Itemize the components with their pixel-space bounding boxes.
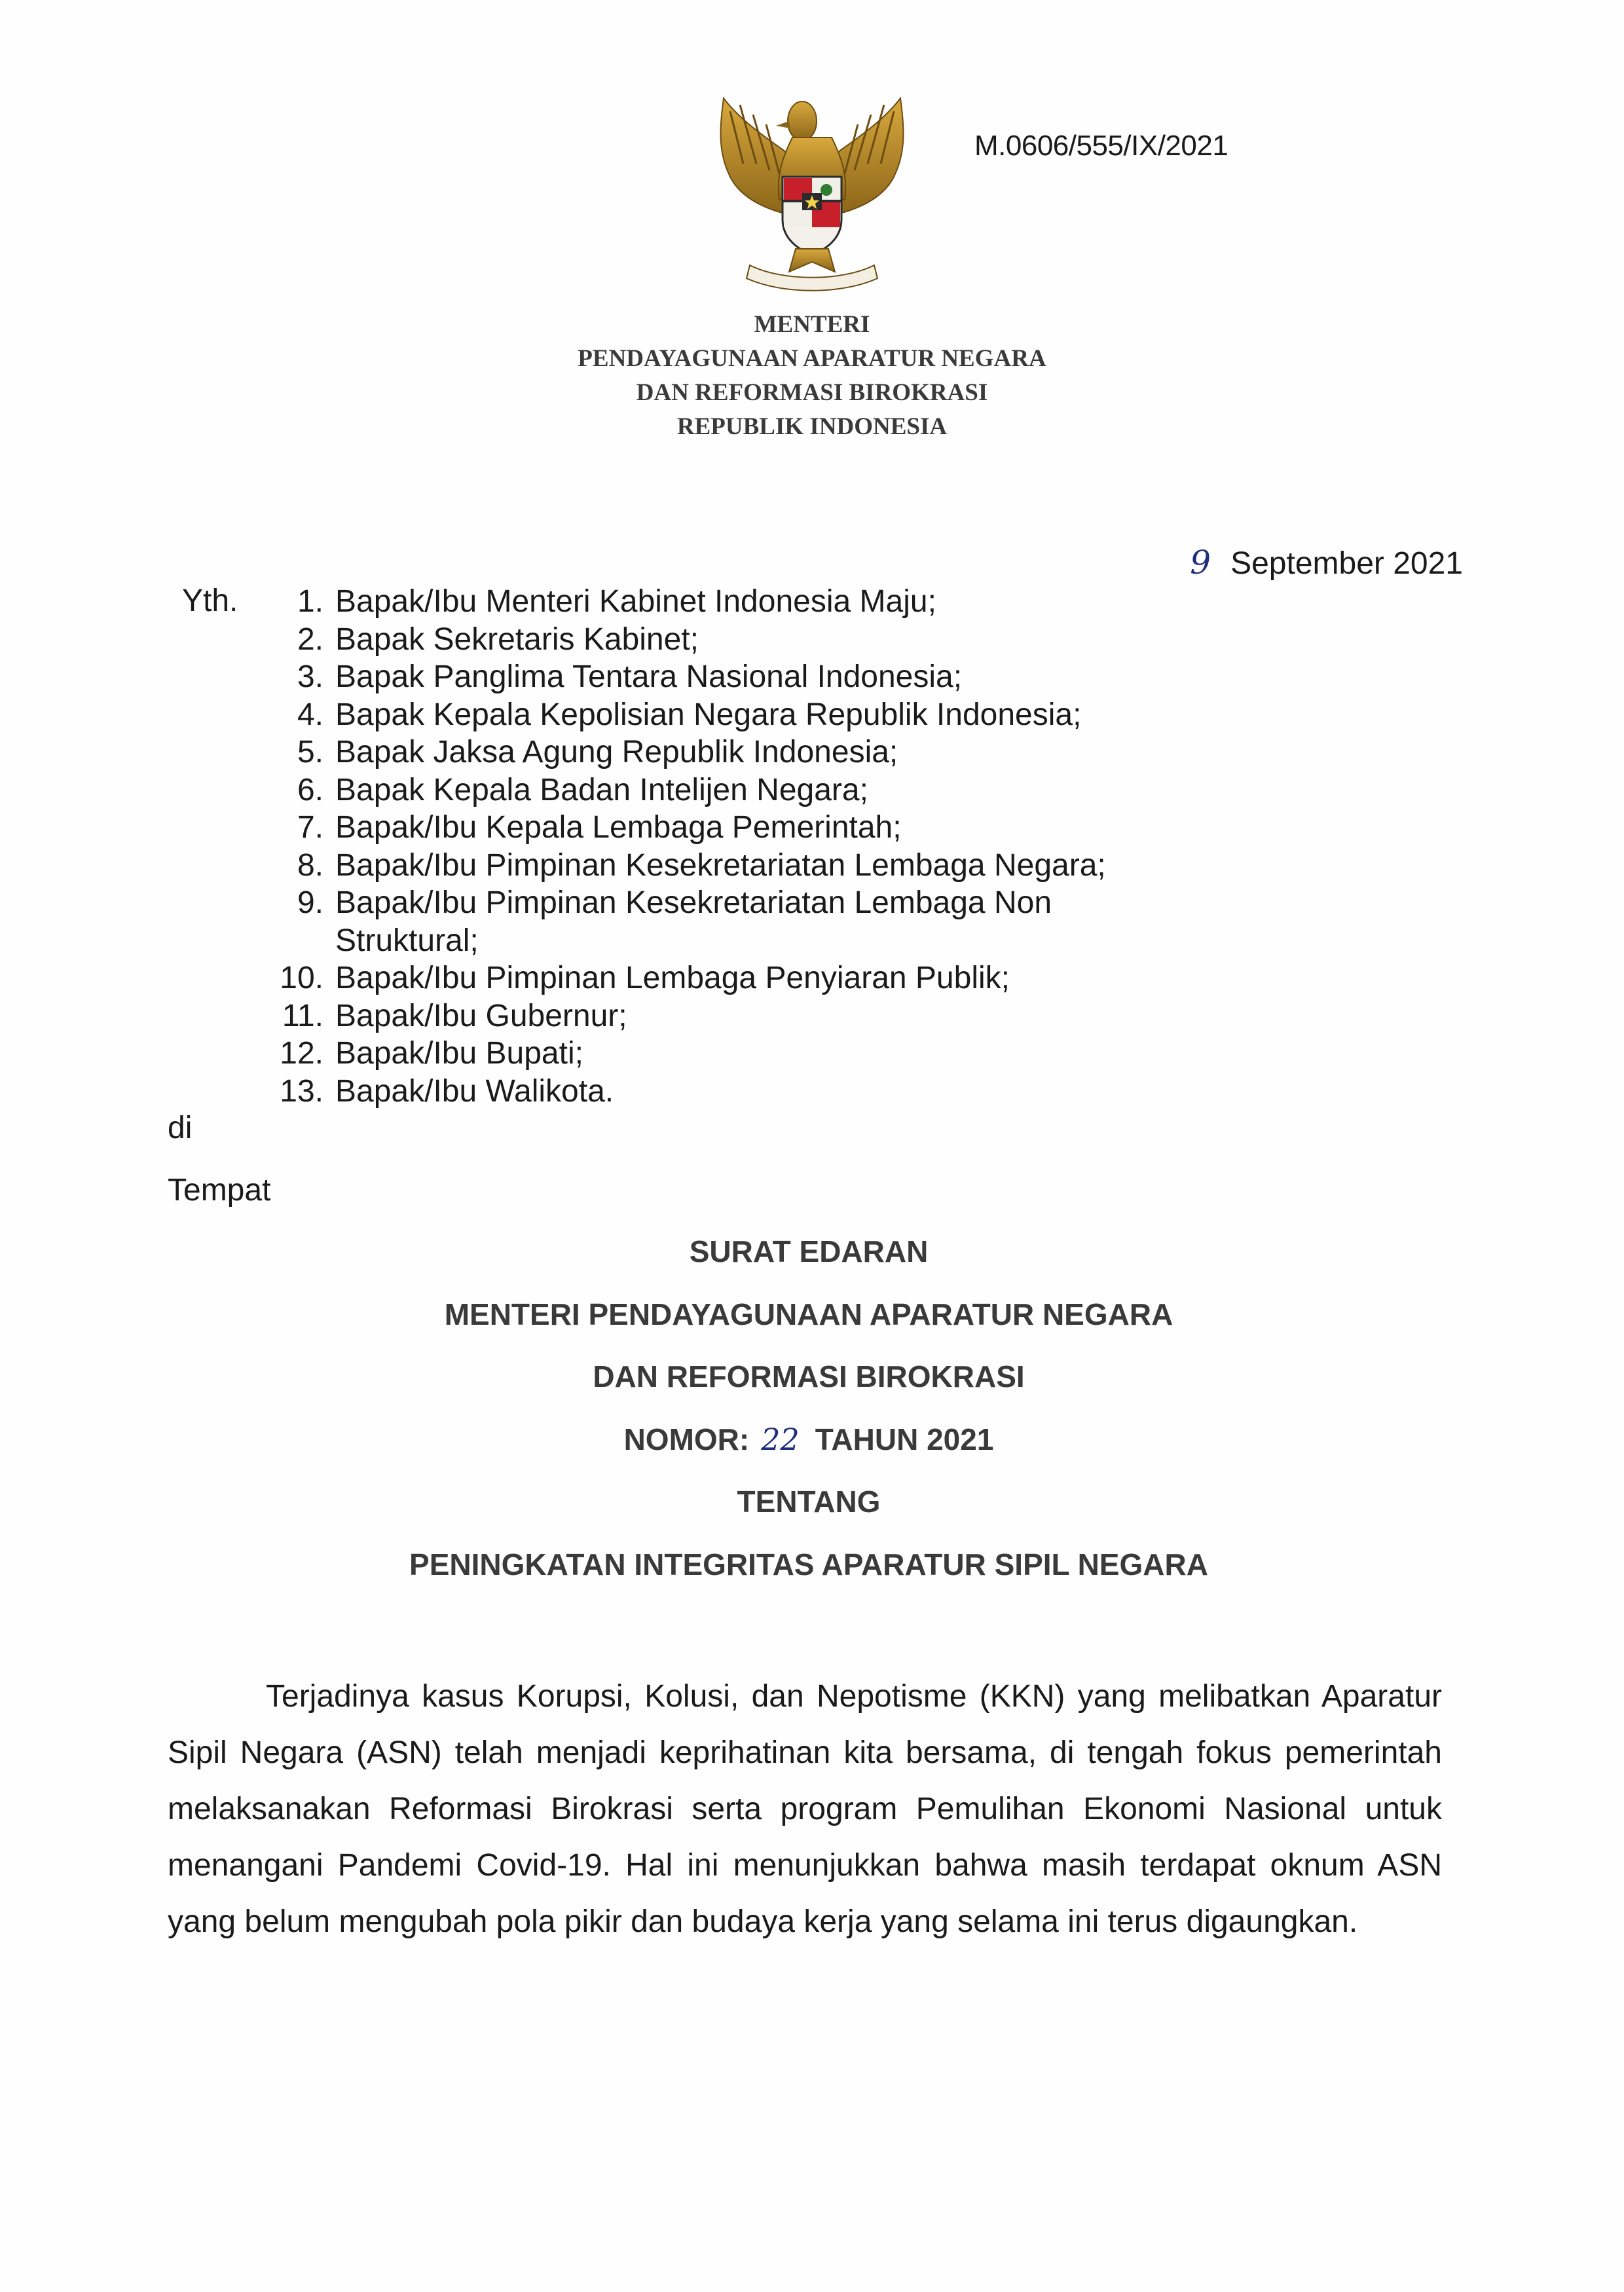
date-month-year: September 2021 — [1230, 546, 1463, 581]
list-text: Bapak/Ibu Menteri Kabinet Indonesia Maju; — [335, 584, 936, 619]
letterhead — [485, 308, 1139, 444]
list-item — [268, 847, 1218, 885]
list-number: 13. — [280, 1073, 323, 1109]
list-item — [268, 809, 1218, 847]
title-line: SURAT EDARAN — [689, 1234, 929, 1268]
list-item — [268, 583, 1218, 621]
location-tempat: Tempat — [168, 1173, 271, 1208]
list-text: Bapak Jaksa Agung Republik Indonesia; — [335, 735, 898, 769]
list-item — [268, 658, 1218, 696]
body-paragraph: Terjadinya kasus Korupsi, Kolusi, dan Nepotisme (KKN) yang melibatkan Aparatur Sipil Negara (ASN) telah menjadi keprihatinan kita bersama, di tengah fokus pemerintah melaksanakan Reformasi Birokrasi serta program Pemulihan Ekonomi Nasional untuk menangani Pandemi Covid-19. Hal ini menunjukkan bahwa masih terdapat oknum ASN yang belum mengubah pola pikir dan budaya kerja yang selama ini terus digaungkan. — [168, 1679, 1442, 1939]
list-number: 11. — [282, 998, 323, 1033]
list-text: Bapak/Ibu Gubernur; — [335, 998, 627, 1033]
addressee-label: Yth. — [182, 583, 238, 618]
title-line: TENTANG — [737, 1485, 881, 1519]
addressee-list — [268, 583, 1218, 1110]
list-text: Bapak/Ibu Walikota. — [335, 1073, 614, 1109]
list-text: Bapak Kepala Kepolisian Negara Republik Indonesia; — [335, 697, 1082, 732]
nomor-prefix: NOMOR: — [623, 1422, 750, 1456]
date-day-handwritten: 9 — [1190, 544, 1211, 582]
list-number: 12. — [280, 1036, 323, 1071]
list-item — [268, 696, 1218, 734]
letterhead-line: MENTERI — [754, 311, 870, 338]
list-text: Bapak/Ibu Bupati; — [335, 1036, 583, 1071]
list-number: 9. — [297, 885, 323, 920]
list-text: Bapak Sekretaris Kabinet; — [335, 621, 699, 657]
list-item — [268, 1035, 1218, 1073]
title-line: PENINGKATAN INTEGRITAS APARATUR SIPIL NEGARA — [409, 1547, 1208, 1581]
title-nomor-line — [157, 1420, 1460, 1483]
list-number: 7. — [297, 810, 323, 845]
list-text: Bapak Kepala Badan Intelijen Negara; — [335, 772, 868, 807]
list-number: 1. — [297, 584, 323, 619]
list-text: Bapak/Ibu Pimpinan Lembaga Penyiaran Publik; — [335, 961, 1010, 995]
list-item — [268, 959, 1218, 997]
list-number: 2. — [297, 621, 323, 657]
list-text: Bapak Panglima Tentara Nasional Indonesia; — [335, 659, 963, 694]
list-item — [268, 621, 1218, 659]
list-text: Bapak/Ibu Kepala Lembaga Pemerintah; — [335, 810, 902, 845]
list-item — [268, 1073, 1218, 1111]
title-line: DAN REFORMASI BIROKRASI — [593, 1359, 1025, 1394]
circular-title — [157, 1232, 1460, 1608]
nomor-handwritten: 22 — [761, 1421, 800, 1457]
list-text: Bapak/Ibu Pimpinan Kesekretariatan Lembaga Negara; — [335, 847, 1106, 883]
list-number: 10. — [280, 961, 323, 995]
title-line: MENTERI PENDAYAGUNAAN APARATUR NEGARA — [444, 1297, 1173, 1331]
list-number: 3. — [297, 659, 323, 694]
list-number: 4. — [297, 697, 323, 732]
letterhead-line: PENDAYAGUNAAN APARATUR NEGARA — [578, 345, 1046, 372]
letterhead-line: REPUBLIK INDONESIA — [676, 413, 948, 440]
list-text: Bapak/Ibu Pimpinan Kesekretariatan Lembaga Non Struktural; — [335, 885, 1052, 958]
list-item — [268, 884, 1087, 959]
list-number: 6. — [297, 772, 323, 807]
letterhead-line: DAN REFORMASI BIROKRASI — [636, 379, 988, 406]
nomor-suffix: TAHUN 2021 — [815, 1422, 994, 1456]
letter-date — [1190, 544, 1463, 582]
reference-number: M.0606/555/IX/2021 — [974, 130, 1228, 162]
list-item — [268, 733, 1218, 771]
list-item — [268, 997, 1218, 1035]
list-number: 8. — [297, 847, 323, 883]
list-number: 5. — [297, 735, 323, 769]
garuda-emblem-icon — [704, 85, 920, 301]
location-di: di — [168, 1111, 193, 1145]
list-item — [268, 771, 1218, 809]
